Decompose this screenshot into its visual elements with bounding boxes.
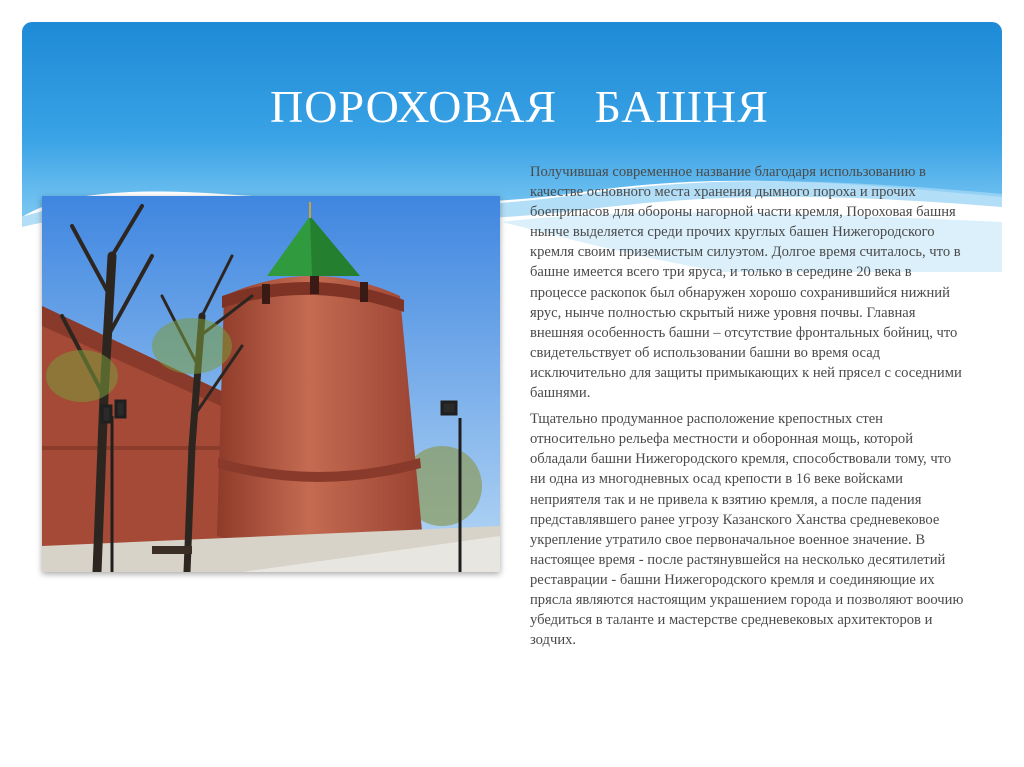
- slide-title: ПОРОХОВАЯ БАШНЯ: [270, 81, 769, 132]
- paragraph-2: Тщательно продуманное расположение крепостных стен относительно рельефа местности и оборонная мощь, которой обладали башни Нижегородского кремля, способствовали тому, что ни одна из многодневных осад крепости в 16 веке войсками неприятеля так и не привела к взятию кремля, а после падения представлявшего ранее угрозу Казанского Ханства средневековое укрепление утратило свое первоначальное военное значение. В настоящее время - после растянувшейся на несколько десятилетий реставрации - башни Нижегородского кремля и соединяющие их прясла являются настоящим украшением города и позволяют воочию убедиться в таланте и мастерстве средневековых архитекторов и зодчих.: [530, 411, 964, 649]
- powder-tower-picture: [42, 196, 500, 572]
- tower-photo: [42, 196, 500, 572]
- paragraph-1: Получившая современное название благодаря использованию в качестве основного места хранения дымного пороха и прочих боеприпасов для обороны нагорной части кремля, Пороховая башня нынче выделяется среди прочих круглых башен Нижегородского кремля своим приземистым силуэтом. Долгое время считалось, что в башне имеется всего три яруса, и только в середине 20 века в процессе раскопок был обнаружен хорошо сохранившийся нижний ярус, нынче полностью скрытый ниже уровня почвы. Главная внешняя особенность башни – отсутствие фронтальных бойниц, что свидетельствует об использовании башни во время осад исключительно для защиты примыкающих к ней прясел с соседними башнями.: [530, 164, 962, 402]
- body-text: [530, 162, 970, 656]
